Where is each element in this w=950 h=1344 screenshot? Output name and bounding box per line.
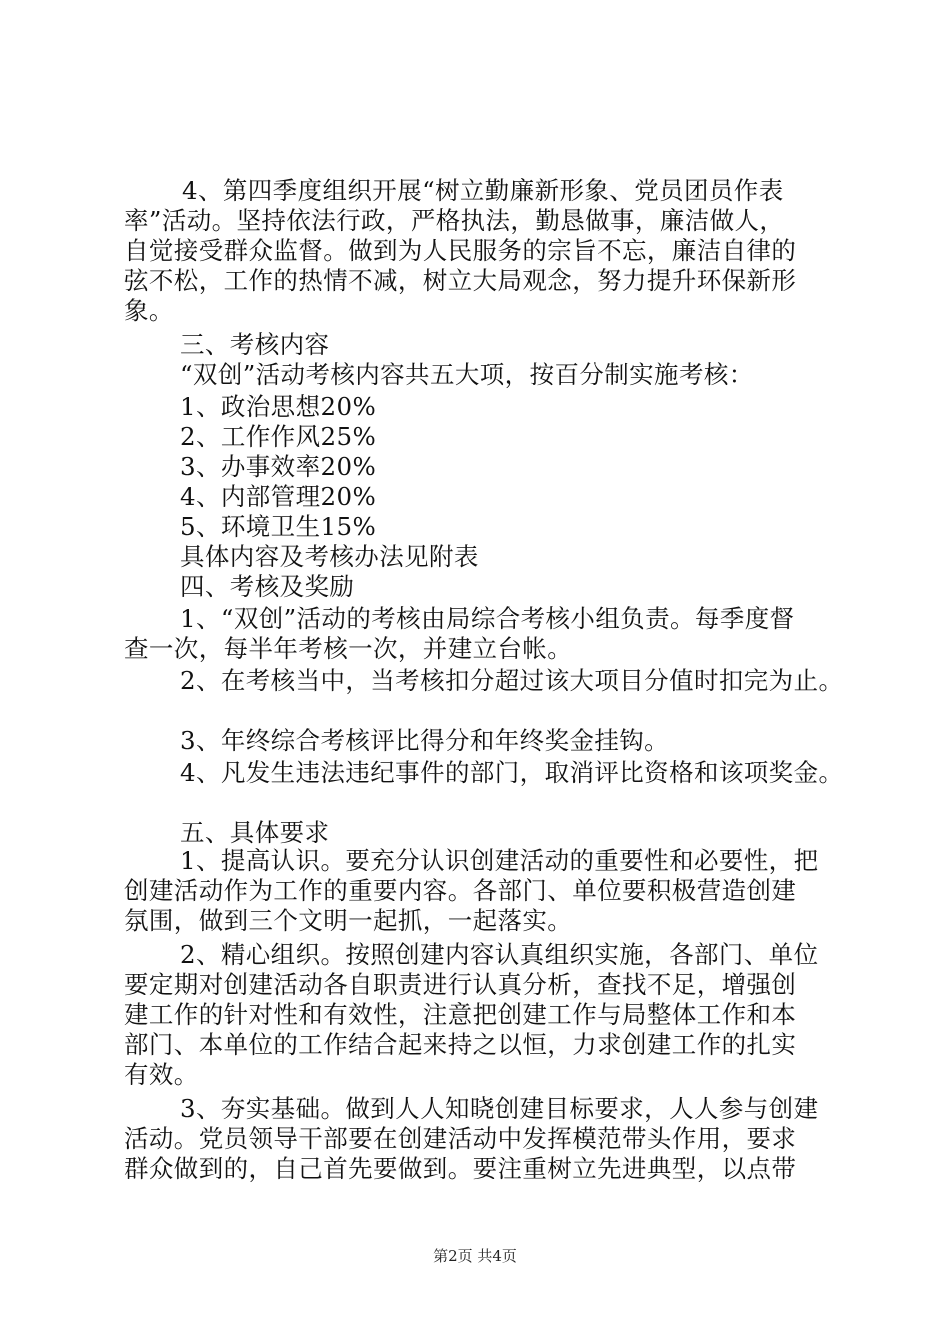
- text-line: 氛围，做到三个文明一起抓，一起落实。: [124, 906, 573, 935]
- text-line: 要定期对创建活动各自职责进行认真分析，查找不足，增强创: [124, 970, 797, 999]
- list-item: 1、政治思想20%: [180, 392, 377, 421]
- list-item: 3、办事效率20%: [180, 452, 377, 481]
- text-line: 4、凡发生违法违纪事件的部门，取消评比资格和该项奖金。: [180, 758, 844, 787]
- text-line: 2、精心组织。按照创建内容认真组织实施，各部门、单位: [180, 940, 819, 969]
- text-line: 部门、本单位的工作结合起来持之以恒，力求创建工作的扎实: [124, 1030, 797, 1059]
- section-heading: 五、具体要求: [180, 818, 330, 847]
- text-line: 3、夯实基础。做到人人知晓创建目标要求，人人参与创建: [180, 1094, 819, 1123]
- text-line: “双创”活动考核内容共五大项，按百分制实施考核：: [180, 360, 754, 389]
- text-line: 3、年终综合考核评比得分和年终奖金挂钩。: [180, 726, 670, 755]
- text-line: 建工作的针对性和有效性，注意把创建工作与局整体工作和本: [124, 1000, 797, 1029]
- list-item: 5、环境卫生15%: [180, 512, 377, 541]
- text-line: 1、提高认识。要充分认识创建活动的重要性和必要性，把: [180, 846, 819, 875]
- text-line: 1、“双创”活动的考核由局综合考核小组负责。每季度督: [180, 604, 795, 633]
- section-heading: 三、考核内容: [180, 330, 330, 359]
- text-line: 弦不松，工作的热情不减，树立大局观念，努力提升环保新形: [124, 266, 797, 295]
- list-item: 2、工作作风25%: [180, 422, 377, 451]
- list-item: 4、内部管理20%: [180, 482, 377, 511]
- text-line: 自觉接受群众监督。做到为人民服务的宗旨不忘，廉洁自律的: [124, 236, 797, 265]
- text-line: 创建活动作为工作的重要内容。各部门、单位要积极营造创建: [124, 876, 797, 905]
- text-line: 4、第四季度组织开展“树立勤廉新形象、党员团员作表: [182, 176, 784, 205]
- page-footer: 第2页 共4页: [433, 1247, 517, 1265]
- section-heading: 四、考核及奖励: [180, 572, 355, 601]
- text-line: 具体内容及考核办法见附表: [180, 542, 479, 571]
- text-line: 群众做到的，自己首先要做到。要注重树立先进典型，以点带: [124, 1154, 797, 1183]
- text-line: 有效。: [124, 1060, 199, 1089]
- text-line: 查一次，每半年考核一次，并建立台帐。: [124, 634, 573, 663]
- text-line: 活动。党员领导干部要在创建活动中发挥模范带头作用，要求: [124, 1124, 797, 1153]
- text-line: 象。: [124, 296, 174, 325]
- text-line: 2、在考核当中，当考核扣分超过该大项目分值时扣完为止。: [180, 666, 844, 695]
- text-line: 率”活动。坚持依法行政，严格执法，勤恳做事，廉洁做人，: [124, 206, 785, 235]
